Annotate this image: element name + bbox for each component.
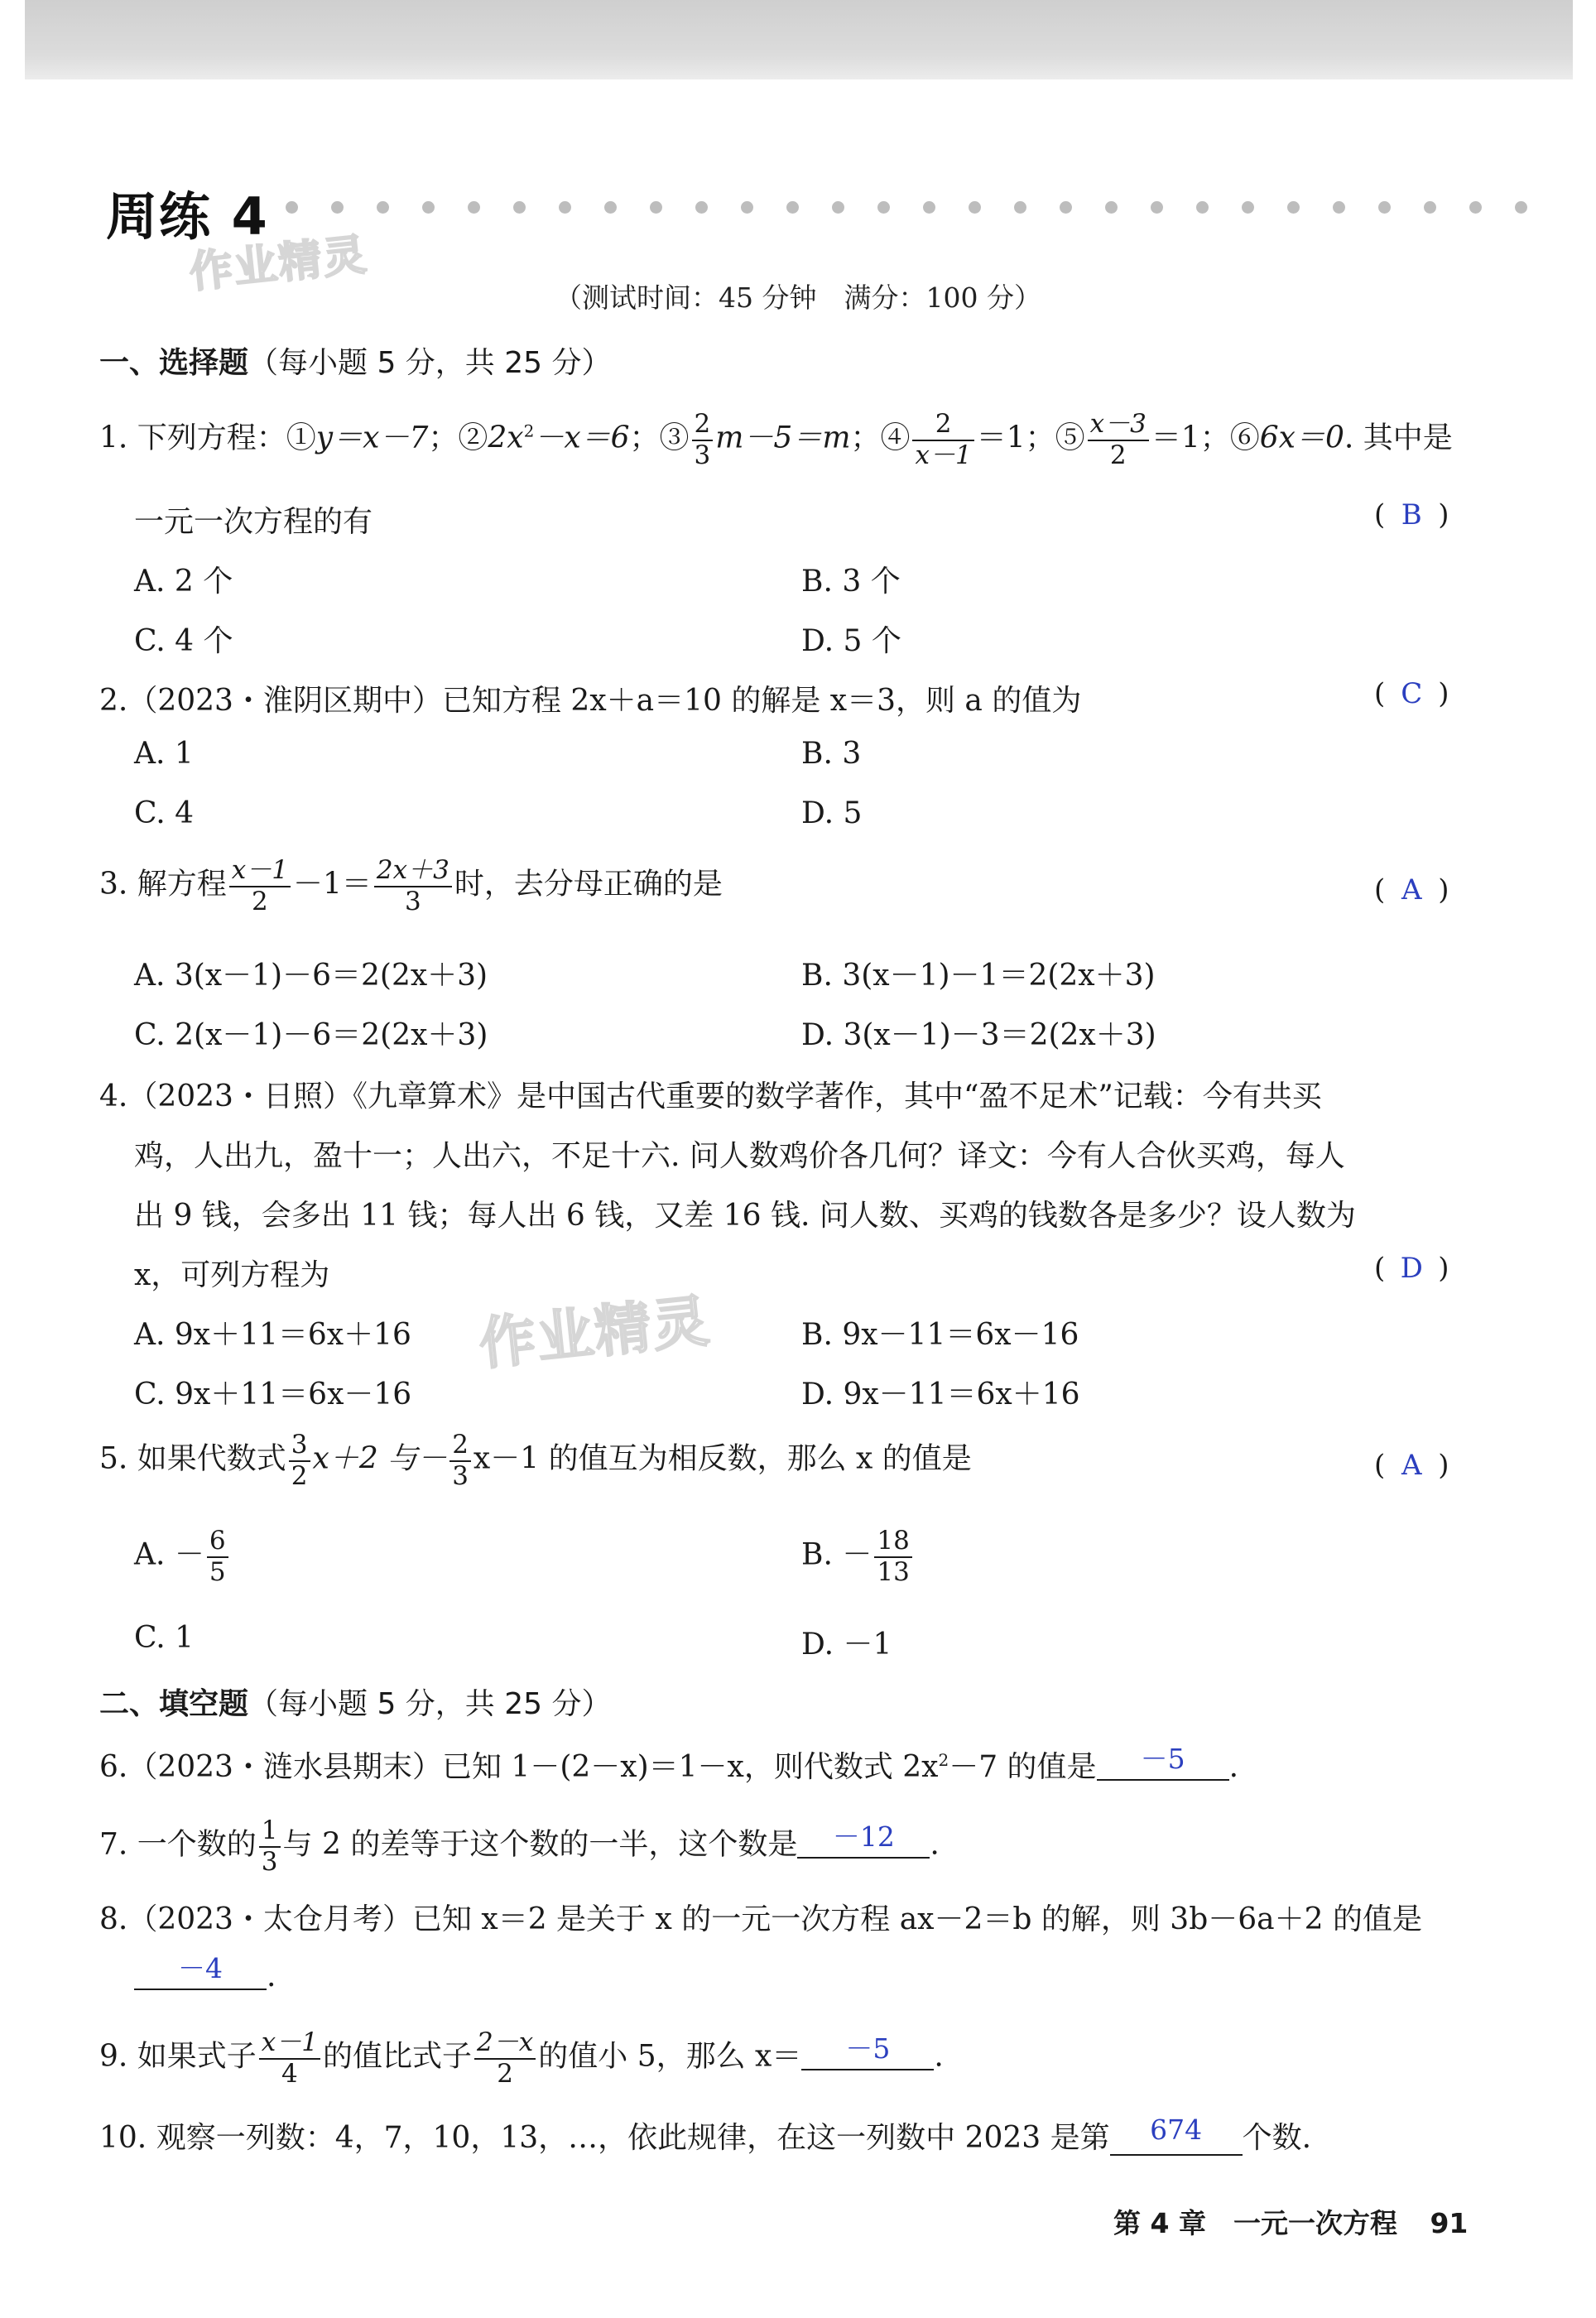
answer-blank[interactable]: －12 [797, 1824, 930, 1859]
option-b: B. 3(x－1)－1＝2(2x＋3) [801, 959, 1156, 993]
option-b: B. 3 [801, 737, 862, 771]
watermark-top: 作业精灵 [187, 229, 371, 299]
answer-blank[interactable]: 674 [1110, 2121, 1243, 2156]
fraction: $\frac{1}{3}$ [259, 1816, 281, 1877]
question-1-line2: 一元一次方程的有 [134, 505, 373, 539]
section-title: 二、填空题 [99, 1687, 249, 1721]
option-a: A. 1 [134, 737, 194, 771]
option-d: D. 9x－11＝6x＋16 [801, 1378, 1080, 1411]
fraction: $\frac{6}{5}$ [207, 1527, 228, 1587]
fraction: $\frac{x-1}{4}$ [259, 2028, 320, 2089]
answer-blank[interactable]: －5 [1097, 1746, 1229, 1781]
section-note: （每小题 5 分，共 25 分） [248, 346, 612, 380]
section-note: （每小题 5 分，共 25 分） [248, 1687, 612, 1721]
question-4-line1: 4.（2023・日照）《九章算术》是中国古代重要的数学著作，其中“盈不足术”记载：今有共买 [99, 1080, 1322, 1113]
option-c: C. 2(x－1)－6＝2(2x＋3) [134, 1018, 488, 1052]
question-9: 9. 如果式子 $\frac{x-1}{4}$ 的值比式子 $\frac{2-x}{2}$ 的值小 5，那么 x＝ －5 . [99, 2027, 944, 2089]
answer-2: ( C ) [1374, 677, 1449, 710]
answer-3: ( A ) [1374, 873, 1449, 907]
answer-blank[interactable]: －4 [134, 1955, 267, 1990]
fraction: $\frac{18}{13}$ [874, 1527, 911, 1587]
page-footer [1113, 2202, 1468, 2241]
fraction: $\frac{x-1}{2}$ [229, 856, 291, 916]
section-title: 一、选择题 [99, 346, 249, 380]
option-c: C. 1 [134, 1621, 195, 1655]
page-title: 周练 4 [106, 186, 269, 247]
fraction: $\frac{2}{3}$ [449, 1431, 471, 1491]
question-6: 6.（2023・涟水县期末）已知 1－(2－x)＝1－x，则代数式 $2x^2-7$ 的值是 －5 . [99, 1743, 1239, 1784]
question-3: 3. 解方程 $\frac{x-1}{2}$ －1＝ $\frac{2x+3}{3}$ 时，去分母正确的是 [99, 855, 723, 916]
fraction: $\frac{2}{3}$ [692, 410, 714, 470]
question-10: 10. 观察一列数：4，7，10，13，…，依此规律，在这一列数中 2023 是第 674 个数. [99, 2114, 1312, 2155]
question-5: 5. 如果代数式 $\frac{3}{2}$ x＋2 与－ $\frac{2}{3}$ x－1 的值互为相反数，那么 x 的值是 [99, 1430, 972, 1491]
section-heading-fill [99, 1681, 612, 1723]
question-4-line3: 出 9 钱，会多出 11 钱；每人出 6 钱，又差 16 钱. 问人数、买鸡的钱数各是多少？设人数为 [134, 1199, 1356, 1233]
option-b: B. 9x－11＝6x－16 [801, 1318, 1079, 1352]
chapter-label: 第 4 章 一元一次方程 [1113, 2207, 1397, 2239]
answer-4: ( D ) [1374, 1252, 1449, 1285]
question-4-line4: x，可列方程为 [134, 1258, 330, 1292]
fraction: $\frac{x-3}{2}$ [1088, 410, 1149, 470]
option-d: D. 5 个 [801, 624, 901, 658]
option-b: B. － $\frac{18}{13}$ [801, 1527, 915, 1587]
option-a: A. 9x＋11＝6x＋16 [134, 1318, 411, 1352]
question-7: 7. 一个数的 $\frac{1}{3}$ 与 2 的差等于这个数的一半，这个数是 －12 . [99, 1815, 940, 1877]
fraction: $\frac{3}{2}$ [289, 1431, 310, 1491]
answer-1: ( B ) [1374, 498, 1449, 531]
watermark-middle: 作业精灵 [476, 1288, 714, 1378]
answer-blank[interactable]: －5 [801, 2036, 934, 2070]
option-b: B. 3 个 [801, 565, 901, 599]
test-info: （测试时间：45 分钟 满分：100 分） [555, 281, 1041, 314]
question-8-line2: －4 . [134, 1955, 276, 1993]
page-number: 91 [1430, 2207, 1469, 2239]
question-8: 8.（2023・太仓月考）已知 x＝2 是关于 x 的一元一次方程 ax－2＝b 的解，则 3b－6a＋2 的值是 [99, 1902, 1422, 1936]
fraction: $\frac{2x+3}{3}$ [374, 856, 452, 916]
fraction: $\frac{2-x}{2}$ [474, 2028, 536, 2089]
question-2: 2.（2023・淮阴区期中）已知方程 2x＋a＝10 的解是 x＝3，则 a 的值为 [99, 684, 1082, 718]
fraction: $\frac{2}{x-1}$ [912, 410, 973, 470]
question-4-line2: 鸡，人出九，盈十一；人出六，不足十六. 问人数鸡价各几何？译文：今有人合伙买鸡，每人 [134, 1139, 1345, 1173]
option-c: C. 4 [134, 796, 195, 830]
scan-top-shadow [25, 0, 1573, 79]
option-a: A. 3(x－1)－6＝2(2x＋3) [134, 959, 488, 993]
option-d: D. 3(x－1)－3＝2(2x＋3) [801, 1018, 1156, 1052]
option-a: A. － $\frac{6}{5}$ [134, 1527, 231, 1587]
option-c: C. 9x＋11＝6x－16 [134, 1378, 412, 1411]
section-heading-choice [99, 339, 612, 382]
title-dot-rule [286, 201, 1577, 214]
option-c: C. 4 个 [134, 624, 233, 658]
answer-5: ( A ) [1374, 1449, 1449, 1482]
option-d: D. 5 [801, 796, 863, 830]
option-a: A. 2 个 [134, 565, 233, 599]
question-1: 1. 下列方程：①y＝x－7；$②2x^2-x=6$；③ $\frac{2}{3}$ m－5＝m；④ $\frac{2}{x-1}$ ＝1；⑤ $\frac{x-3}{2}$ ＝1；⑥6x＝0. 其中是 [99, 409, 1453, 470]
option-d: D. －1 [801, 1628, 892, 1662]
